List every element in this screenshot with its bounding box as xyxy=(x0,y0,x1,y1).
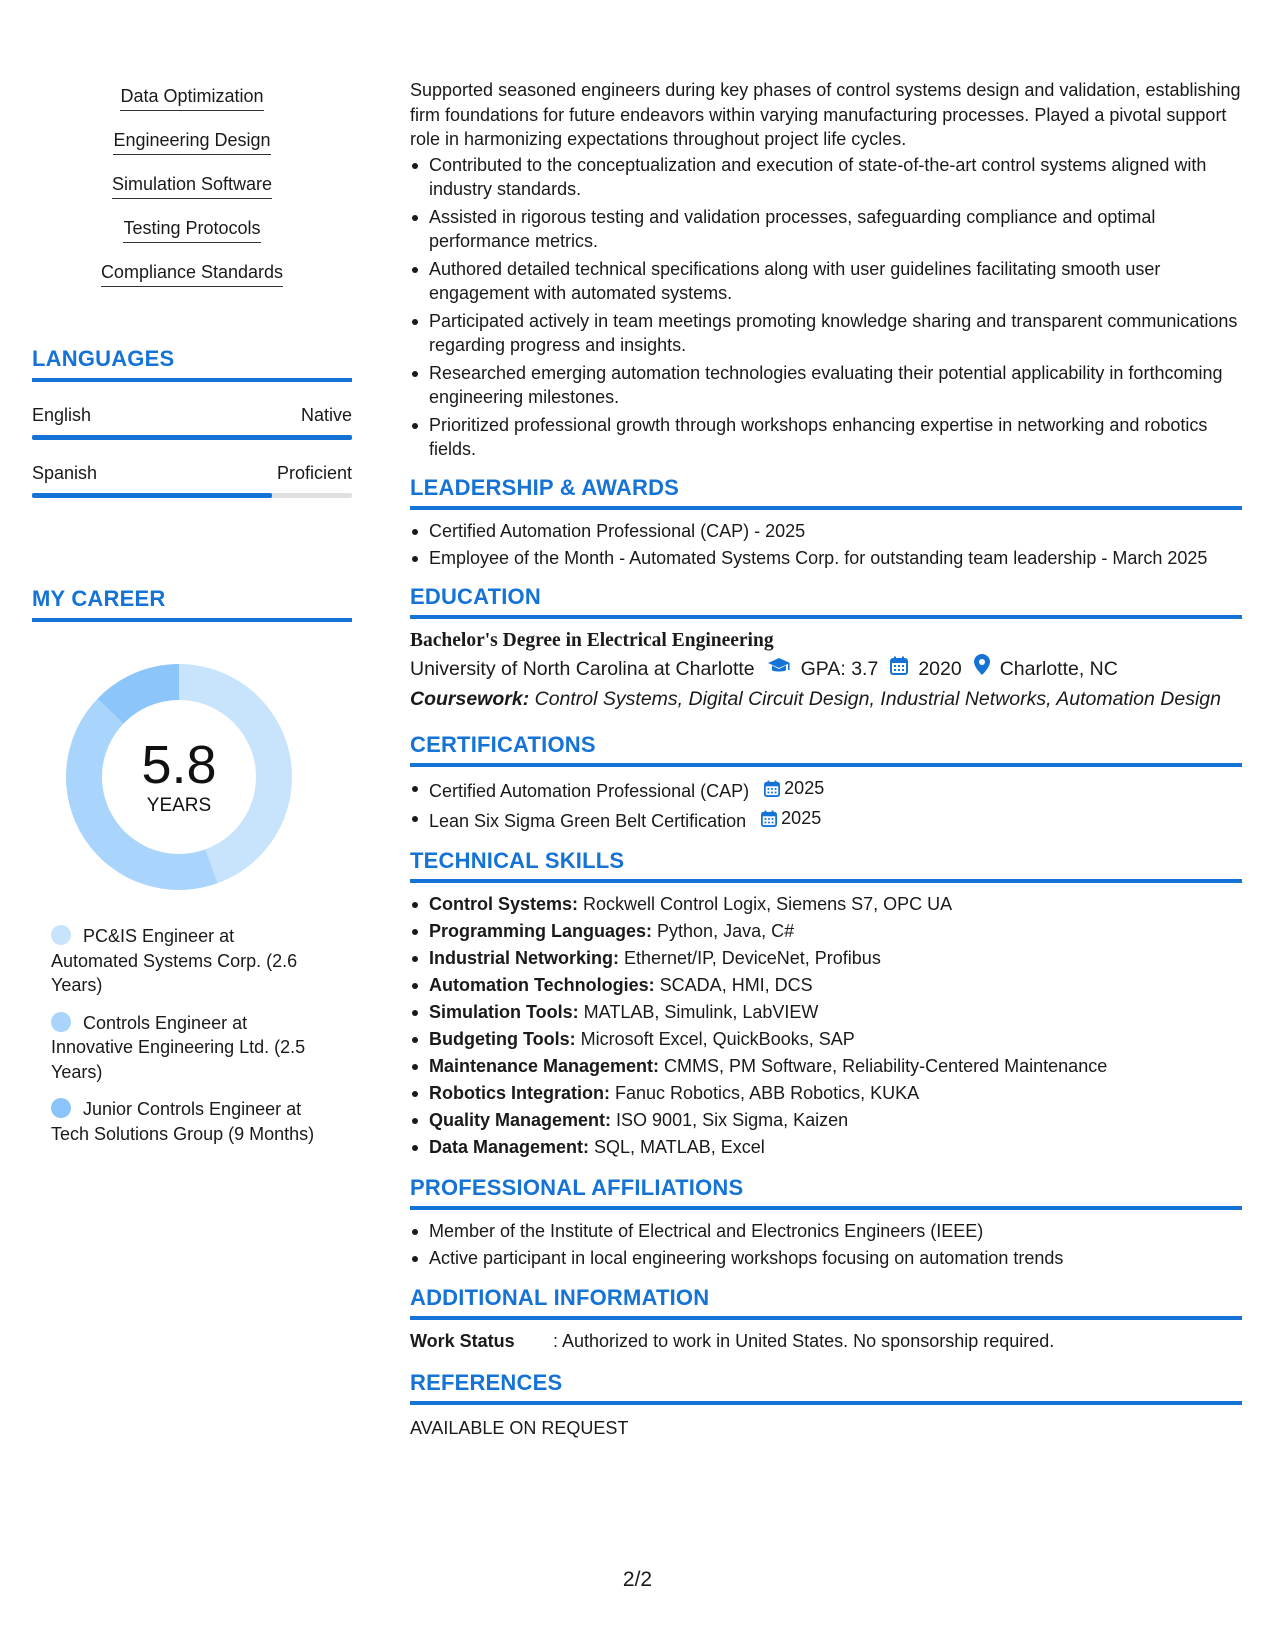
affiliations-section xyxy=(410,1175,1242,1271)
experience-summary: Supported seasoned engineers during key phases of control systems design and validation, establishing firm foundations for future endeavors within varying manufacturing processes. Played a pivotal support role in harmonizing expectations throughout project life cycles. xyxy=(410,80,1241,149)
legend-label: Junior Controls Engineer at Tech Solutions Group (9 Months) xyxy=(51,1099,315,1144)
gpa: GPA: 3.7 xyxy=(800,657,879,680)
language-level: Proficient xyxy=(276,463,352,483)
skill-category: Budgeting Tools: xyxy=(429,1029,576,1049)
list-item xyxy=(410,1000,1242,1025)
coursework xyxy=(410,687,1242,712)
heading-rule xyxy=(410,1401,1242,1405)
experience-section xyxy=(410,78,1242,462)
languages-heading: LANGUAGES xyxy=(32,346,175,371)
language-bar-fill xyxy=(32,493,272,498)
list-item xyxy=(410,776,1242,803)
list-item xyxy=(410,919,1242,944)
section-heading: EDUCATION xyxy=(410,584,541,609)
education-section xyxy=(410,584,1242,712)
calendar-icon xyxy=(764,780,780,797)
career-section xyxy=(32,586,352,1159)
certifications-list xyxy=(410,776,1242,833)
language-name: English xyxy=(32,405,92,425)
section-heading: LEADERSHIP & AWARDS xyxy=(410,474,680,500)
references-section xyxy=(410,1370,1242,1441)
work-status-value: : Authorized to work in United States. No sponsorship required. xyxy=(553,1331,1055,1351)
heading-rule xyxy=(410,763,1242,767)
coursework-label: Coursework: xyxy=(410,688,530,710)
location-pin-icon xyxy=(974,654,990,683)
heading-rule xyxy=(410,879,1242,883)
career-donut-chart xyxy=(66,664,292,890)
certification-year: 2025 xyxy=(781,807,822,828)
list-item xyxy=(410,1054,1242,1079)
skill-tag: Simulation Software xyxy=(112,172,272,199)
list-item xyxy=(410,1081,1242,1106)
career-heading: MY CAREER xyxy=(32,586,166,611)
section-heading: CERTIFICATIONS xyxy=(410,732,596,757)
language-bar xyxy=(32,435,352,440)
experience-bullets xyxy=(410,153,1242,462)
list-item xyxy=(410,1027,1242,1052)
career-legend-item xyxy=(51,1097,321,1146)
skill-category: Simulation Tools: xyxy=(429,1002,579,1022)
school-location: Charlotte, NC xyxy=(999,657,1118,680)
skill-category: Robotics Integration: xyxy=(429,1083,610,1103)
skill-values: SCADA, HMI, DCS xyxy=(654,975,813,995)
references-text: AVAILABLE ON REQUEST xyxy=(410,1418,629,1438)
list-item xyxy=(410,806,1242,833)
list-item: Authored detailed technical specifications along with user guidelines facilitating smooth user engagement with automated systems. xyxy=(410,257,1242,306)
section-heading: TECHNICAL SKILLS xyxy=(410,848,625,873)
skill-tag: Data Optimization xyxy=(120,84,263,111)
skill-category: Maintenance Management: xyxy=(429,1056,660,1076)
skill-category: Quality Management: xyxy=(429,1110,612,1130)
skill-values: Microsoft Excel, QuickBooks, SAP xyxy=(575,1029,855,1049)
skill-category: Industrial Networking: xyxy=(429,948,620,968)
list-item: Participated actively in team meetings promoting knowledge sharing and transparent communications regarding progress and insights. xyxy=(410,309,1242,358)
heading-rule xyxy=(410,1206,1242,1210)
heading-rule xyxy=(410,615,1242,619)
leadership-section xyxy=(410,475,1242,571)
language-item xyxy=(32,404,352,440)
heading-rule xyxy=(410,1316,1242,1320)
list-item: Employee of the Month - Automated Systems Corp. for outstanding team leadership - March 2025 xyxy=(410,546,1242,571)
technical-skills-list xyxy=(410,892,1242,1160)
skill-values: ISO 9001, Six Sigma, Kaizen xyxy=(611,1110,849,1130)
section-heading: REFERENCES xyxy=(410,1370,563,1395)
certification-name: Lean Six Sigma Green Belt Certification xyxy=(429,810,747,831)
list-item xyxy=(410,892,1242,917)
main-content xyxy=(410,78,1242,1441)
career-total-years: 5.8 xyxy=(141,735,217,795)
list-item: Prioritized professional growth through workshops enhancing expertise in networking and robotics fields. xyxy=(410,413,1242,462)
skill-category: Control Systems: xyxy=(429,894,579,914)
list-item: Contributed to the conceptualization and execution of state-of-the-art control systems aligned with industry standards. xyxy=(410,153,1242,202)
page-number: 2/2 xyxy=(622,1568,653,1591)
career-legend xyxy=(51,924,321,1146)
coursework-list: Control Systems, Digital Circuit Design, Industrial Networks, Automation Design xyxy=(529,688,1221,710)
skill-values: Rockwell Control Logix, Siemens S7, OPC UA xyxy=(578,894,953,914)
work-status-row xyxy=(410,1329,1242,1353)
section-heading: PROFESSIONAL AFFILIATIONS xyxy=(410,1174,744,1200)
career-unit: YEARS xyxy=(146,795,212,816)
work-status-label: Work Status xyxy=(410,1331,515,1351)
skill-tag: Compliance Standards xyxy=(101,260,283,287)
list-item: Member of the Institute of Electrical and Electronics Engineers (IEEE) xyxy=(410,1219,1242,1244)
list-item: Researched emerging automation technologies evaluating their potential applicability in forthcoming engineering milestones. xyxy=(410,361,1242,410)
list-item xyxy=(410,1135,1242,1160)
list-item xyxy=(410,1108,1242,1133)
affiliations-list xyxy=(410,1219,1242,1271)
legend-dot xyxy=(51,1012,71,1032)
leadership-list xyxy=(410,519,1242,571)
skill-values: Python, Java, C# xyxy=(652,921,795,941)
legend-dot xyxy=(51,925,71,945)
legend-dot xyxy=(51,1098,71,1118)
skill-values: Ethernet/IP, DeviceNet, Profibus xyxy=(619,948,881,968)
heading-rule xyxy=(32,378,352,382)
graduation-year: 2020 xyxy=(918,657,962,680)
skill-category: Data Management: xyxy=(429,1137,590,1157)
section-heading: ADDITIONAL INFORMATION xyxy=(410,1285,710,1310)
calendar-icon xyxy=(890,655,908,683)
certification-name: Certified Automation Professional (CAP) xyxy=(429,780,750,801)
skill-values: SQL, MATLAB, Excel xyxy=(589,1137,765,1157)
additional-info-section xyxy=(410,1285,1242,1353)
language-level: Native xyxy=(300,405,352,425)
heading-rule xyxy=(410,506,1242,510)
skill-category: Programming Languages: xyxy=(429,921,653,941)
graduation-cap-icon xyxy=(767,655,791,683)
skill-category: Automation Technologies: xyxy=(429,975,655,995)
skill-tag: Testing Protocols xyxy=(123,216,260,243)
heading-rule xyxy=(32,618,352,622)
calendar-icon xyxy=(761,810,777,827)
list-item xyxy=(410,973,1242,998)
skill-tag: Engineering Design xyxy=(113,128,270,155)
education-details xyxy=(410,654,1242,683)
list-item xyxy=(410,946,1242,971)
degree-title: Bachelor's Degree in Electrical Engineering xyxy=(410,630,774,651)
skill-values: MATLAB, Simulink, LabVIEW xyxy=(578,1002,819,1022)
career-legend-item xyxy=(51,924,321,998)
school-name: University of North Carolina at Charlotte xyxy=(410,657,755,680)
list-item: Active participant in local engineering workshops focusing on automation trends xyxy=(410,1246,1242,1271)
legend-label: Controls Engineer at Innovative Engineering Ltd. (2.5 Years) xyxy=(51,1012,306,1082)
language-bar-fill xyxy=(32,435,352,440)
career-legend-item xyxy=(51,1011,321,1085)
sidebar xyxy=(32,84,352,1144)
languages-section xyxy=(32,346,352,498)
technical-skills-section xyxy=(410,848,1242,1160)
language-name: Spanish xyxy=(32,463,98,483)
list-item: Assisted in rigorous testing and validation processes, safeguarding compliance and optimal performance metrics. xyxy=(410,205,1242,254)
skills-list xyxy=(32,84,352,304)
certification-year: 2025 xyxy=(784,778,825,798)
certifications-section xyxy=(410,732,1242,833)
language-bar xyxy=(32,493,352,498)
language-item xyxy=(32,462,352,498)
list-item: Certified Automation Professional (CAP) - 2025 xyxy=(410,519,1242,544)
skill-values: Fanuc Robotics, ABB Robotics, KUKA xyxy=(610,1083,920,1103)
legend-label: PC&IS Engineer at Automated Systems Corp. (2.6 Years) xyxy=(51,926,298,995)
skill-values: CMMS, PM Software, Reliability-Centered Maintenance xyxy=(659,1056,1108,1076)
